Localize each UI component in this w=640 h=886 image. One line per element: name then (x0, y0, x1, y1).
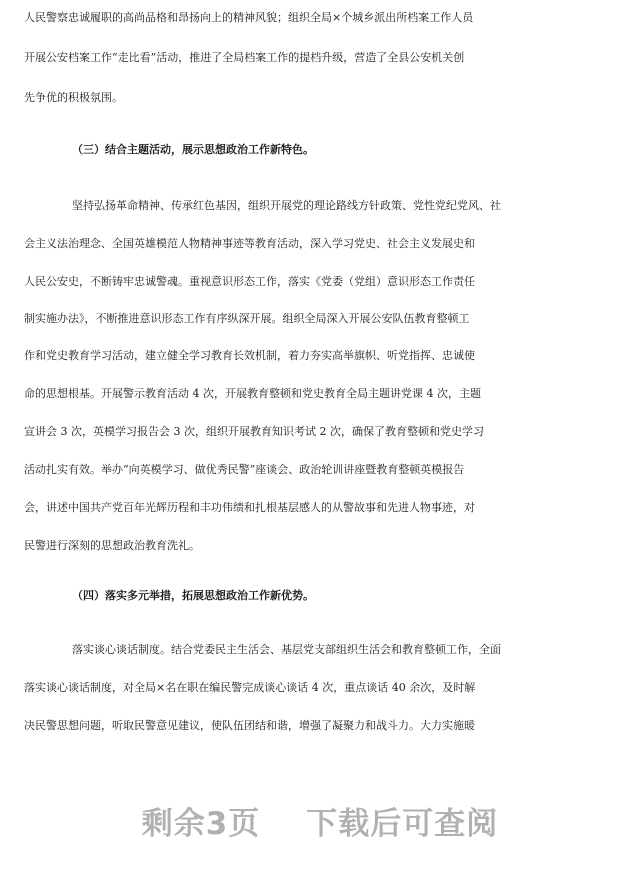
paragraph-line: 作和党史教育学习活动，建立健全学习教育长效机制，着力夯实高举旗帜、听党指挥、忠诚使 (24, 349, 475, 362)
remaining-pages-label: 剩余3页 (141, 806, 261, 842)
section-heading: （三）结合主题活动，展示思想政治工作新特色。 (72, 143, 314, 156)
paragraph-line: 会，讲述中国共产党百年光辉历程和丰功伟绩和扎根基层感人的从警故事和先进人物事迹，对 (24, 501, 475, 514)
paragraph-line: 决民警思想问题，听取民警意见建议，使队伍团结和谐，增强了凝聚力和战斗力。大力实施暖 (24, 719, 475, 732)
paragraph-line: 落实谈心谈话制度，对全局×名在职在编民警完成谈心谈话 4 次，重点谈话 40 余次，及时解 (24, 681, 476, 694)
paragraph-line: 制实施办法》，不断推进意识形态工作有序纵深开展。组织全局深入开展公安队伍教育整顿工 (24, 312, 470, 325)
paragraph-line: 开展公安档案工作“走比看”活动，推进了全局档案工作的提档升级，营造了全县公安机关创 (24, 51, 465, 64)
paragraph-line: 人民公安史，不断铸牢忠诚警魂。重视意识形态工作，落实《党委（党组）意识形态工作责任 (24, 275, 475, 288)
paragraph-line: 人民警察忠诚履职的高尚品格和昂扬向上的精神风貌；组织全局×个城乡派出所档案工作人员 (24, 11, 474, 24)
paragraph-line: 落实谈心谈话制度。结合党委民主生活会、基层党支部组织生活会和教育整顿工作，全面 (72, 643, 501, 656)
paragraph-line: 坚持弘扬革命精神、传承红色基因，组织开展党的理论路线方针政策、党性党纪党风、社 (72, 199, 501, 212)
section-heading: （四）落实多元举措，拓展思想政治工作新优势。 (72, 589, 314, 602)
paragraph-line: 宣讲会 3 次，英模学习报告会 3 次，组织开展教育知识考试 2 次，确保了教育整顿和党史学习 (24, 425, 484, 438)
paragraph-line: 活动扎实有效。举办“向英模学习、做优秀民警”座谈会、政治轮训讲座暨教育整顿英模报告 (24, 463, 465, 476)
paragraph-line: 先争优的积极氛围。 (24, 91, 123, 104)
download-banner[interactable] (0, 796, 640, 852)
download-prompt-label[interactable]: 下载后可查阅 (306, 806, 499, 842)
paragraph-line: 命的思想根基。开展警示教育活动 4 次，开展教育整顿和党史教育全局主题讲党课 4 次，主题 (24, 387, 481, 400)
paragraph-line: 民警进行深刻的思想政治教育洗礼。 (24, 539, 200, 552)
paragraph-line: 会主义法治理念、全国英雄模范人物精神事迹等教育活动，深入学习党史、社会主义发展史和 (24, 237, 475, 250)
